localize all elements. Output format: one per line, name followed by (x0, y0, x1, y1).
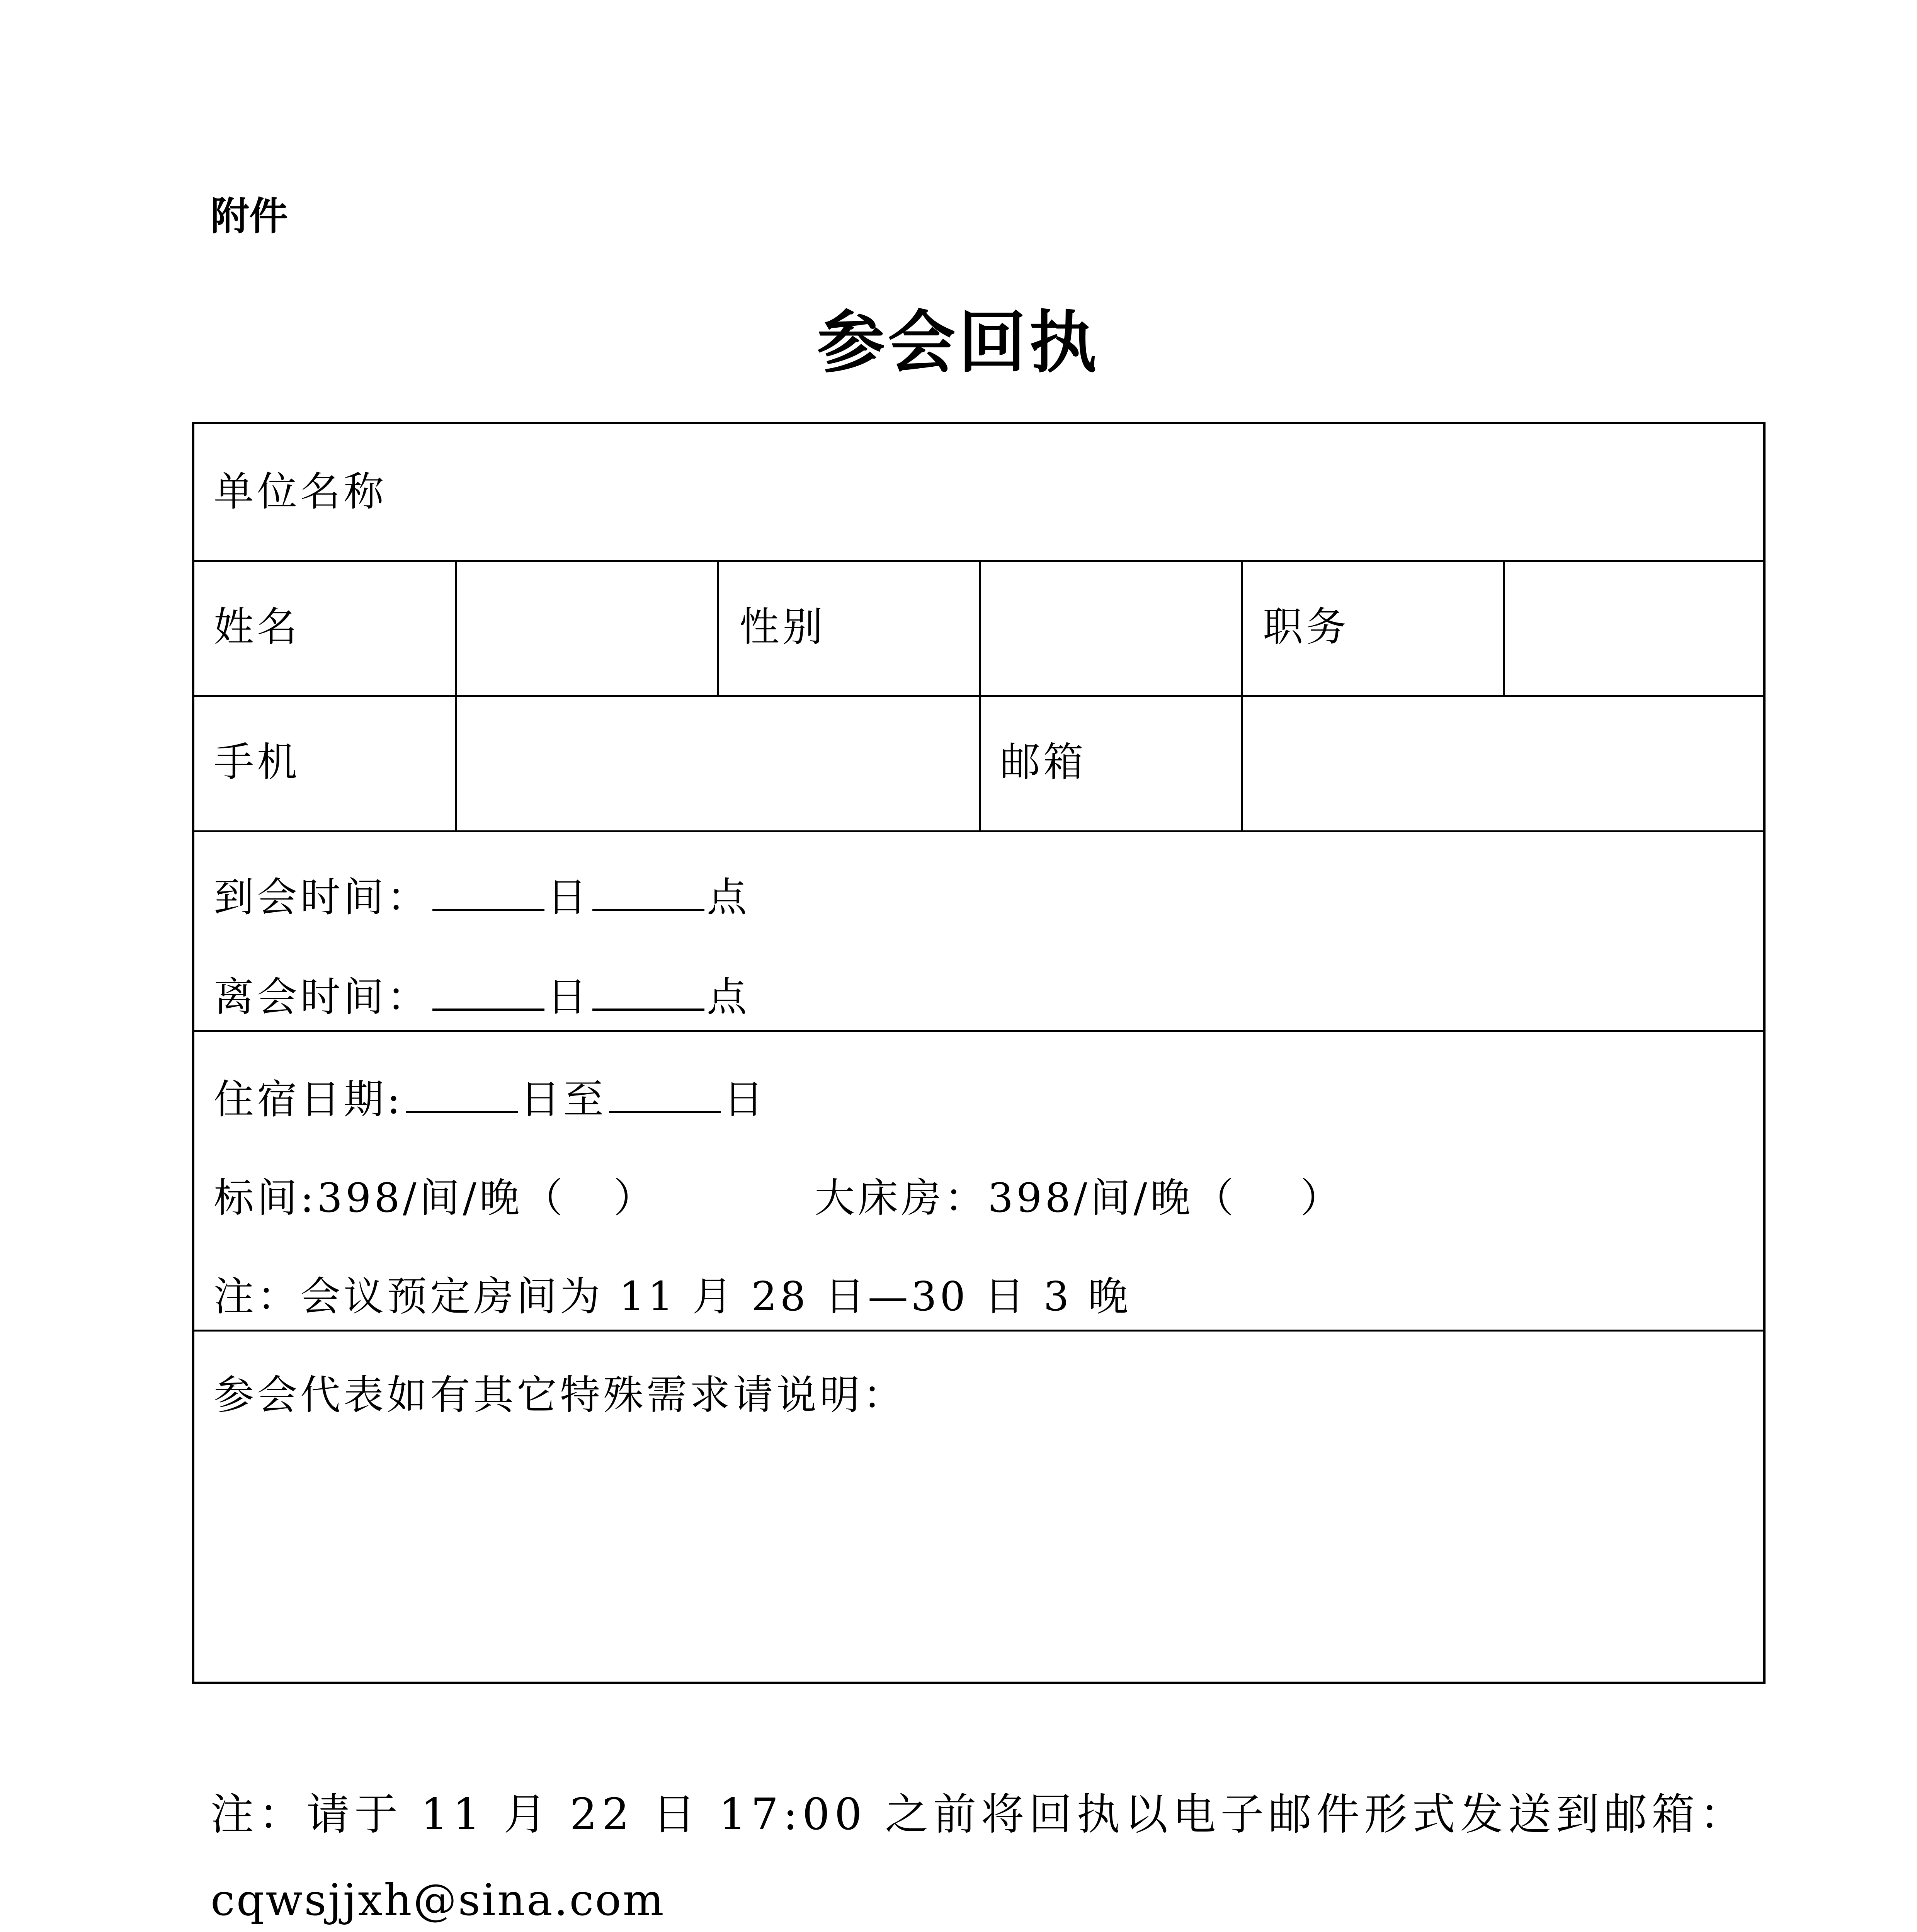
departure-day-blank (432, 978, 544, 1011)
column-divider (455, 560, 457, 830)
room-note: 注：会议预定房间为 11 月 28 日—30 日 3 晚 (214, 1273, 1131, 1320)
departure-label: 离会时间： (214, 973, 430, 1020)
row-divider (194, 560, 1763, 562)
hour-suffix: 点 (707, 973, 750, 1020)
row-divider (194, 1030, 1763, 1032)
stay-date-line (214, 1076, 767, 1123)
column-divider (979, 560, 981, 830)
mobile-label: 手机 (214, 738, 301, 786)
stay-start-blank (406, 1081, 518, 1113)
stay-end-suffix: 日 (723, 1076, 767, 1123)
column-divider (1241, 560, 1243, 830)
submission-email: cqwsjjxh@sina.com (211, 1875, 665, 1925)
departure-hour-blank (592, 978, 704, 1011)
row-divider (194, 695, 1763, 697)
special-request-label: 参会代表如有其它特殊需求请说明： (214, 1371, 907, 1418)
arrival-label: 到会时间： (214, 874, 430, 921)
stay-label: 住宿日期: (214, 1076, 404, 1123)
stay-end-blank (609, 1081, 721, 1113)
email-label: 邮箱 (1000, 738, 1087, 786)
stay-to: 日至 (520, 1076, 607, 1123)
row-divider (194, 1330, 1763, 1332)
standard-room-option: 标间:398/间/晚（ ） (214, 1174, 657, 1221)
column-divider (717, 560, 719, 695)
hour-suffix: 点 (707, 874, 750, 921)
reply-form-table (192, 422, 1766, 1684)
day-suffix: 日 (547, 874, 590, 921)
column-divider (1503, 560, 1505, 695)
attachment-label: 附件 (211, 194, 288, 239)
arrival-time-line (214, 874, 750, 921)
row-divider (194, 830, 1763, 832)
unit-name-label: 单位名称 (214, 468, 387, 515)
submission-notice: 注：请于 11 月 22 日 17:00 之前将回执以电子邮件形式发送到邮箱： (211, 1789, 1748, 1840)
king-room-option: 大床房：398/间/晚（ ） (815, 1174, 1344, 1221)
position-label: 职务 (1263, 603, 1350, 650)
departure-time-line (214, 973, 750, 1020)
gender-label: 性别 (739, 603, 826, 650)
name-label: 姓名 (214, 603, 301, 650)
arrival-day-blank (432, 879, 544, 911)
day-suffix: 日 (547, 973, 590, 1020)
arrival-hour-blank (592, 879, 704, 911)
page-title: 参会回执 (817, 304, 1100, 382)
